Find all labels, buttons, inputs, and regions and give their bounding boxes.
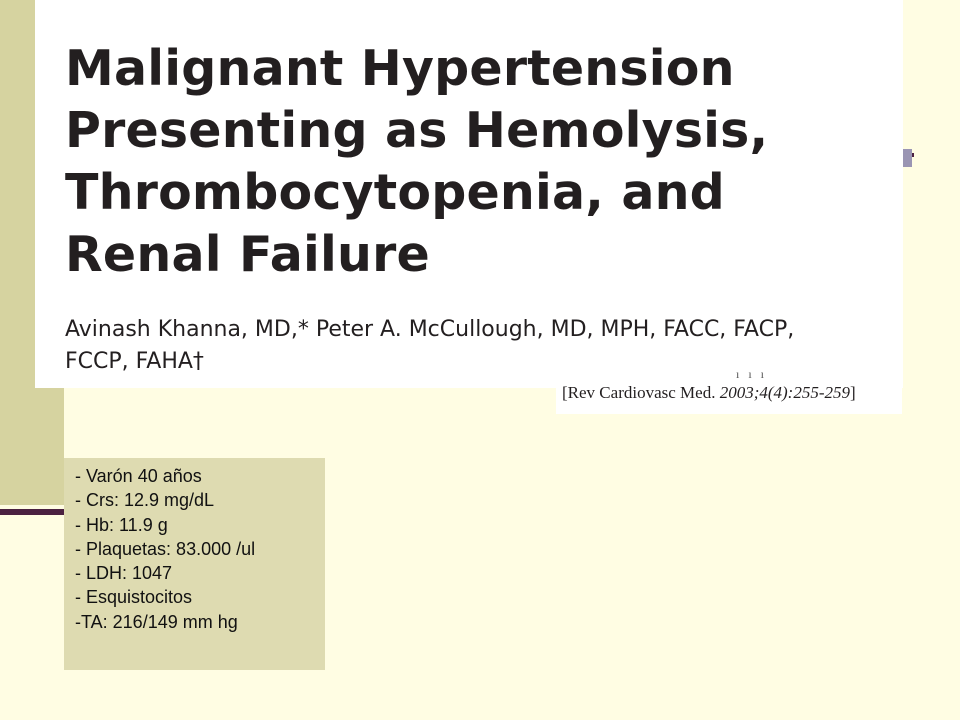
title-line: Presenting as Hemolysis,	[65, 102, 769, 159]
case-fact: - LDH: 1047	[75, 563, 173, 584]
title-line: Renal Failure	[65, 226, 430, 283]
case-fact: - Crs: 12.9 mg/dL	[75, 490, 215, 511]
authors-line: FCCP, FAHA†	[65, 349, 204, 374]
title-line: Thrombocytopenia, and	[65, 164, 725, 221]
citation-close-bracket: ]	[850, 383, 856, 402]
citation-box	[556, 366, 902, 414]
article-title-card	[35, 0, 903, 388]
case-fact: - Esquistocitos	[75, 587, 193, 608]
case-facts-box	[64, 458, 325, 670]
case-fact: - Plaquetas: 83.000 /ul	[75, 538, 256, 559]
citation-open-bracket: [	[562, 383, 568, 402]
journal-citation	[562, 382, 856, 404]
citation-details: 2003;4(4):255-259	[719, 383, 851, 402]
case-fact: - Varón 40 años	[75, 466, 202, 486]
article-title	[65, 38, 885, 286]
citation-journal: Rev Cardiovasc Med.	[567, 383, 716, 402]
case-fact: -TA: 216/149 mm hg	[75, 611, 238, 632]
title-line: Malignant Hypertension	[65, 40, 735, 97]
case-fact: - Hb: 11.9 g	[75, 514, 168, 535]
left-divider-rule	[0, 509, 64, 515]
accent-square	[902, 149, 912, 167]
citation-fragment: ı ı ı	[736, 367, 768, 381]
authors-line: Avinash Khanna, MD,* Peter A. McCullough, MD, MPH, FACC, FACP,	[65, 317, 795, 342]
